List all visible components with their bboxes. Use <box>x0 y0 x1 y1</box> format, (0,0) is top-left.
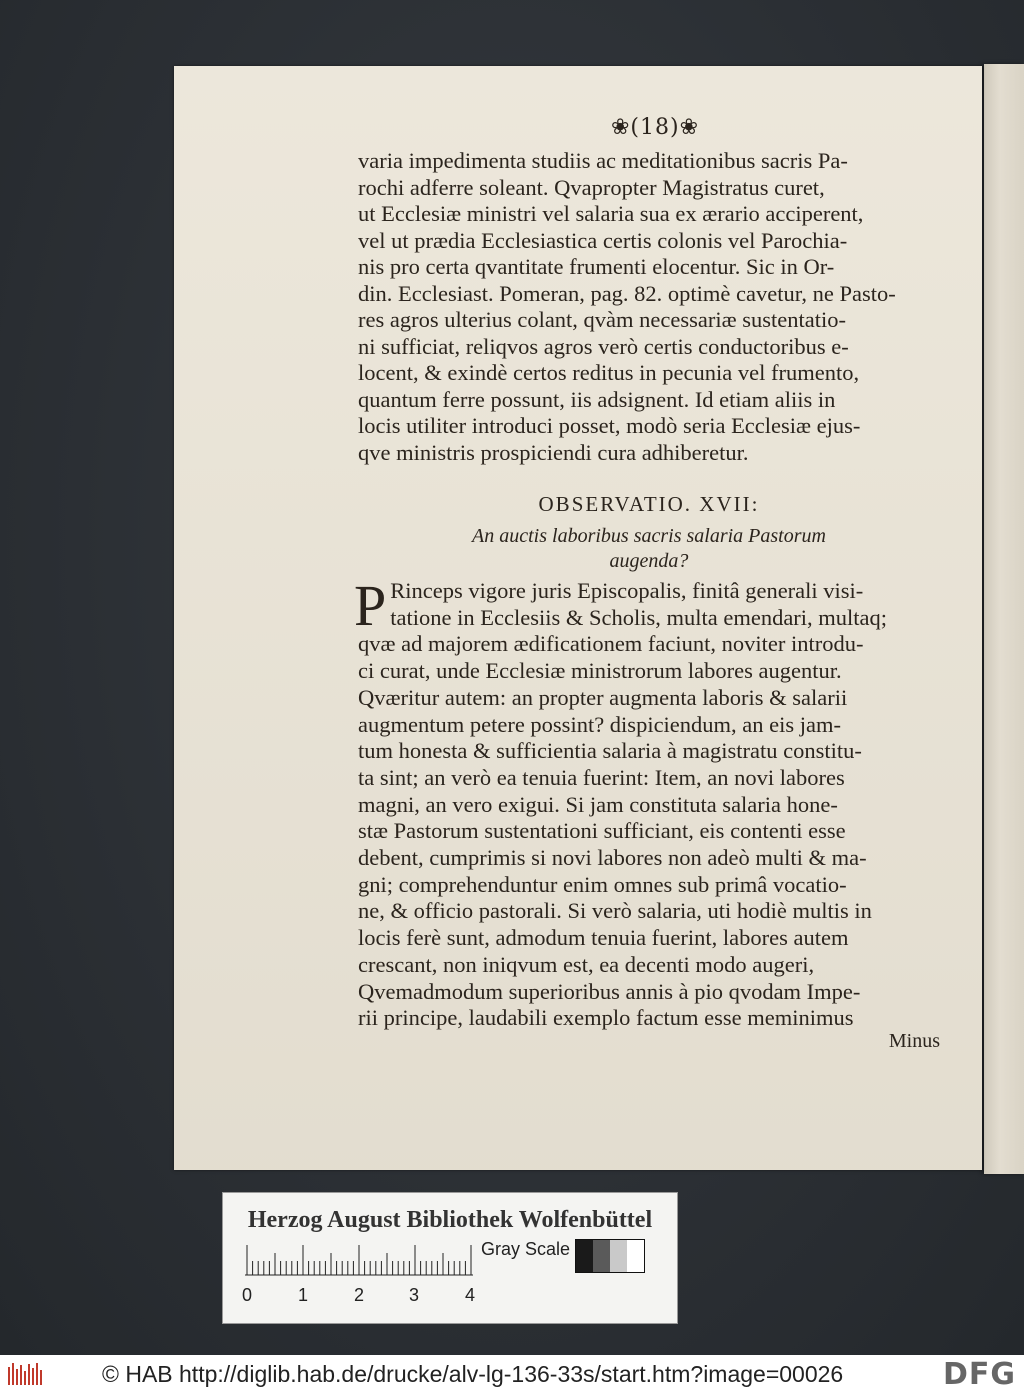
gray-patch <box>627 1240 644 1272</box>
text-line: tatione in Ecclesiis & Scholis, multa emendari, multaq; <box>390 604 888 630</box>
text-line: ne, & officio pastorali. Si verò salaria, uti hodiè multis in <box>358 898 872 924</box>
text-line: res agros ulterius colant, qvàm necessariæ sustentatio- <box>358 307 846 332</box>
library-name: Herzog August Bibliothek Wolfenbüttel <box>247 1207 653 1233</box>
text-line: din. Ecclesiast. Pomeran, pag. 82. optimè cavetur, ne Pasto- <box>358 280 896 306</box>
gray-patch <box>576 1240 593 1272</box>
text-line: debent, cumprimis si novi labores non adeò multi & ma- <box>358 845 867 871</box>
drop-cap: P <box>354 573 387 638</box>
library-label-card <box>222 1192 678 1324</box>
adjacent-page-edge <box>984 64 1024 1174</box>
paragraph-1 <box>358 148 940 466</box>
copyright-link[interactable]: © HAB http://diglib.hab.de/drucke/alv-lg-136-33s/start.htm?image=00026 <box>102 1361 844 1387</box>
text-line: magni, an vero exigui. Si jam constituta salaria hone- <box>358 791 838 817</box>
barcode-logo-icon <box>6 1359 46 1389</box>
catchword: Minus <box>888 1030 940 1052</box>
gray-scale-label: Gray Scale <box>481 1239 571 1259</box>
text-line: ut Ecclesiæ ministri vel salaria sua ex ærario acciperent, <box>358 201 864 226</box>
dfg-logo: DFG <box>942 1357 1016 1392</box>
gray-scale-swatch <box>575 1239 645 1273</box>
section-heading: OBSERVATIO. XVII: <box>538 492 760 516</box>
text-line: tum honesta & sufficientia salaria à magistratu constitu- <box>358 738 862 764</box>
text-line: locis ferè sunt, admodum tenuia fuerint, labores autem <box>358 925 849 951</box>
subheading-line: An auctis laboribus sacris salaria Pastorum <box>472 525 826 547</box>
text-line: Qværitur autem: an propter augmenta laboris & salarii <box>358 684 848 710</box>
footer-bar <box>0 1355 1024 1394</box>
ruler-digit: 1 <box>298 1285 309 1305</box>
text-line: nis pro certa qvantitate frumenti elocentur. Sic in Or- <box>358 254 835 279</box>
text-line: vel ut prædia Ecclesiastica certis colonis vel Parochia- <box>358 227 848 253</box>
text-line: Qvemadmodum superioribus annis à pio qvodam Impe- <box>358 978 861 1004</box>
gray-patch <box>593 1240 610 1272</box>
text-line: crescant, non iniqvum est, ea decenti modo augeri, <box>358 951 815 977</box>
ruler-digit: 3 <box>409 1285 420 1305</box>
text-line: quantum ferre possunt, iis adsignent. Id etiam aliis in <box>358 386 836 412</box>
text-line: ni sufficiat, reliqvos agros verò certis conductoribus e- <box>358 333 849 359</box>
text-line: stæ Pastorum sustentationi sufficiant, eis contenti esse <box>358 818 846 844</box>
ruler-digits <box>237 1285 497 1307</box>
text-line: locent, & exindè certos reditus in pecunia vel frumento, <box>358 360 860 385</box>
text-line: Rinceps vigore juris Episcopalis, finitâ generali visi- <box>390 578 864 603</box>
text-line: qvæ ad majorem ædificationem faciunt, noviter introdu- <box>358 631 864 657</box>
section-subheading <box>358 524 940 574</box>
page-number: ❀(18)❀ <box>610 115 700 140</box>
text-line: locis utiliter introduci posset, modò seria Ecclesiæ ejus- <box>358 413 861 438</box>
ruler-digit: 0 <box>242 1285 253 1305</box>
text-line: gni; comprehenduntur enim omnes sub primâ vocatio- <box>358 871 847 897</box>
ruler-digit: 2 <box>354 1285 365 1305</box>
ruler-scale <box>245 1241 485 1277</box>
text-line: ci curat, unde Ecclesiæ ministrorum labores augentur. <box>358 658 842 684</box>
text-line: qve ministris prospiciendi cura adhiberetur. <box>358 439 749 465</box>
ruler-digit: 4 <box>465 1285 476 1305</box>
gray-patch <box>610 1240 627 1272</box>
text-line: ta sint; an verò ea tenuia fuerint: Item, an novi labores <box>358 764 845 790</box>
text-line: varia impedimenta studiis ac meditationibus sacris Pa- <box>358 148 848 173</box>
text-line: rochi adferre soleant. Qvapropter Magistratus curet, <box>358 174 825 200</box>
subheading-line: augenda? <box>609 550 689 572</box>
text-line: rii principe, laudabili exemplo factum esse meminimus <box>358 1005 854 1031</box>
text-line: augmentum petere possint? dispiciendum, an eis jam- <box>358 711 842 737</box>
paragraph-2 <box>354 573 940 1032</box>
